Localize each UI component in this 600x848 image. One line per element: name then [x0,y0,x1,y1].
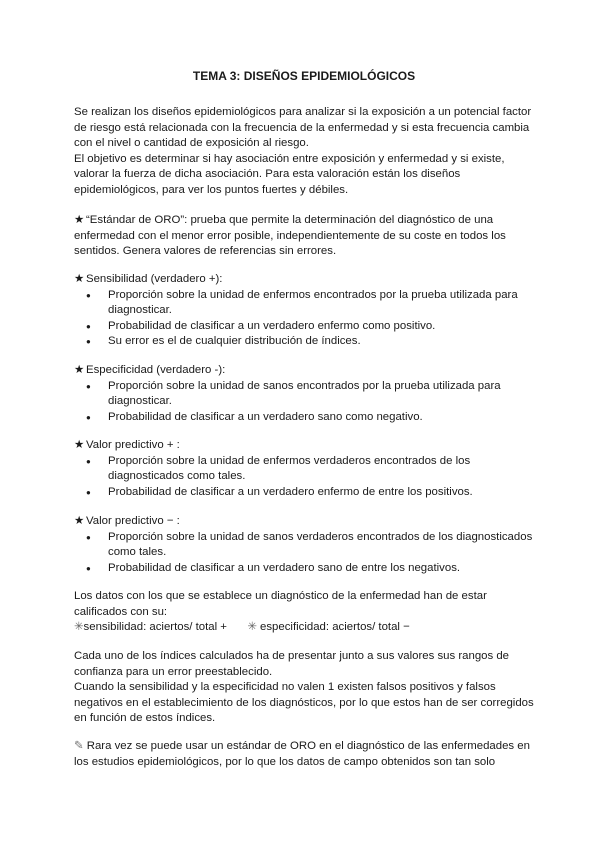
section-heading: Sensibilidad (verdadero +): [86,273,223,285]
closing-paragraph-2: Cuando la sensibilidad y la especificidad no valen 1 existen falsos positivos y falsos negativos en el establecimiento de los diagnósticos, por lo que estos han de ser corregidos en función de estos índices. [74,681,534,725]
star-icon: ★ [74,364,85,376]
bullet-list [74,454,534,501]
star-icon: ★ [74,214,85,226]
bullet-list [74,288,534,350]
list-item: ● Probabilidad de clasificar a un verdadero sano como negativo. [74,410,534,426]
list-item: ● Probabilidad de clasificar a un verdadero enfermo como positivo. [74,319,534,335]
list-item: ● Su error es el de cualquier distribución de índices. [74,334,534,350]
closing-paragraph-1: Cada uno de los índices calculados ha de presentar junto a sus valores sus rangos de confianza para un error preestablecido. [74,650,510,678]
list-item: ● Proporción sobre la unidad de sanos encontrados por la prueba utilizada para diagnosticar. [74,379,534,410]
data-paragraph: Los datos con los que se establece un diagnóstico de la enfermedad han de estar calificados con su: [74,590,487,618]
asterisk-icon: ✳ [247,621,257,634]
page-title: TEMA 3: DISEÑOS EPIDEMIOLÓGICOS [192,69,416,83]
list-item: ● Proporción sobre la unidad de enfermos verdaderos encontrados de los diagnosticados como tales. [74,454,534,485]
section-heading: Valor predictivo − : [86,515,180,527]
list-item: ● Probabilidad de clasificar a un verdadero sano de entre los negativos. [74,561,534,577]
section-valor-predictivo-negativo [74,514,534,576]
gold-standard-block [74,213,534,260]
list-item: ● Probabilidad de clasificar a un verdadero enfermo de entre los positivos. [74,485,534,501]
data-block [74,589,534,636]
intro-paragraph-2: El objetivo es determinar si hay asociación entre exposición y enfermedad y si existe, valorar la fuerza de dicha asociación. Para esta valoración están los diseños epidemiológicos, para ver los puntos fuertes y débiles. [74,152,505,196]
note-block [74,739,534,770]
bullet-list [74,530,534,577]
intro-block [74,105,534,199]
star-icon: ★ [74,515,85,527]
criteria-line [74,620,534,636]
star-icon: ★ [74,439,85,451]
asterisk-icon: ✳ [74,621,84,634]
pencil-icon: ✎ [74,740,84,752]
criteria-sensibilidad: sensibilidad: aciertos/ total + [83,621,227,634]
closing-block [74,649,534,727]
list-item: ● Proporción sobre la unidad de enfermos encontrados por la prueba utilizada para diagnosticar. [74,288,534,319]
gold-standard-text: “Estándar de ORO”: prueba que permite la determinación del diagnóstico de una enfermedad con el menor error posible, independientemente de su coste en todos los sentidos. Genera valores de referencias sin errores. [74,214,506,258]
section-heading: Valor predictivo + : [86,439,180,451]
section-especificidad [74,363,534,425]
section-sensibilidad [74,272,534,350]
note-text: Rara vez se puede usar un estándar de ORO en el diagnóstico de las enfermedades en los estudios epidemiológicos, por lo que los datos de campo obtenidos son tan solo [74,740,530,768]
list-item: ● Proporción sobre la unidad de sanos verdaderos encontrados de los diagnosticados como tales. [74,530,534,561]
star-icon: ★ [74,273,85,285]
bullet-list [74,379,534,426]
intro-paragraph-1: Se realizan los diseños epidemiológicos para analizar si la exposición a un potencial factor de riesgo está relacionada con la frecuencia de la enfermedad y si esta frecuencia cambia con el nivel o cantidad de exposición al riesgo. [74,106,532,150]
section-heading: Especificidad (verdadero -): [86,364,226,376]
criteria-especificidad: especificidad: aciertos/ total − [260,621,410,634]
section-valor-predictivo-positivo [74,438,534,500]
